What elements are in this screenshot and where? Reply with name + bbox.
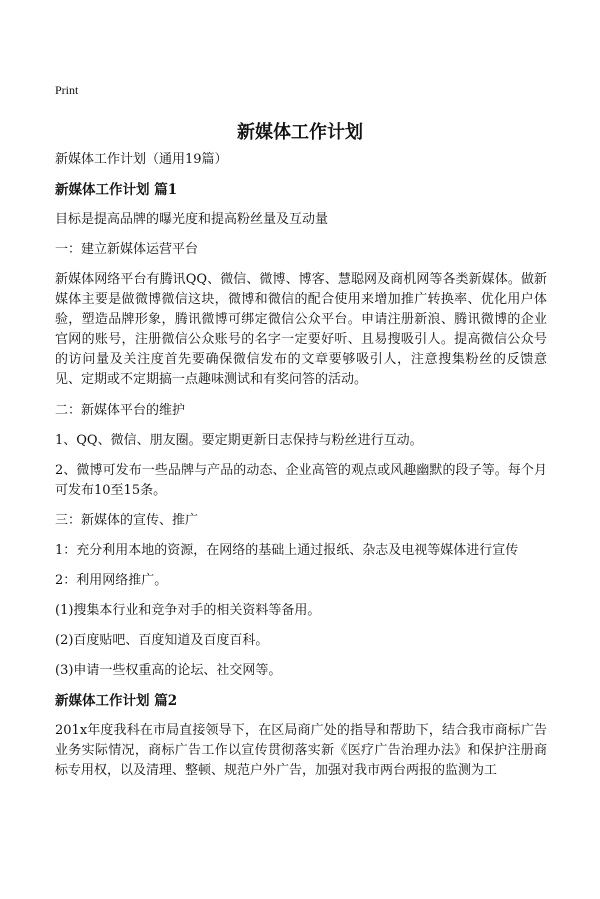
paragraph-sub3: (3)申请一些权重高的论坛、社交网等。 bbox=[55, 663, 282, 678]
paragraph-sub2: (2)百度贴吧、百度知道及百度百科。 bbox=[55, 633, 269, 648]
paragraph-promo2: 2：利用网络推广。 bbox=[55, 573, 168, 588]
paragraph-item2: 2、微博可发布一些品牌与产品的动态、企业高管的观点或风趣幽默的段子等。每个月可发布10至15条。 bbox=[55, 463, 547, 498]
paragraph-platform: 新媒体网络平台有腾讯QQ、微信、微博、博客、慧聪网及商机网等各类新媒体。做新媒体主要是做微博微信这块，微博和微信的配合使用来增加推广转换率、优化用户体验，塑造品牌形象，腾讯微博可绑定微信公众平台。申请注册新浪、腾讯微博的企业官网的账号，注册微信公众账号的名字一定要好听、且易搜吸引人。提高微信公众号的访问量及关注度首先要确保微信发布的文章要够吸引人，注意搜集粉丝的反馈意见、定期或不定期搞一点趣味测试和有奖问答的活动。 bbox=[55, 272, 547, 387]
document-body bbox=[55, 150, 547, 781]
print-label: Print bbox=[55, 83, 79, 97]
paragraph-sub1: (1)搜集本行业和竞争对手的相关资料等备用。 bbox=[55, 603, 321, 618]
paragraph-goal: 目标是提高品牌的曝光度和提高粉丝量及互动量 bbox=[55, 212, 329, 227]
paragraph-step1: 一：建立新媒体运营平台 bbox=[55, 242, 199, 257]
paragraph-section2: 201x年度我科在市局直接领导下，在区局商广处的指导和帮助下，结合我市商标广告业务实际情况，商标广告工作以宣传贯彻落实新《医疗广告治理办法》和保护注册商标专用权，以及清理、整顿、规范户外广告，加强对我市两台两报的监测为工 bbox=[55, 723, 547, 778]
document-subtitle: 新媒体工作计划（通用19篇） bbox=[55, 152, 228, 167]
paragraph-promo1: 1：充分利用本地的资源，在网络的基础上通过报纸、杂志及电视等媒体进行宣传 bbox=[55, 543, 519, 558]
section-heading-1: 新媒体工作计划 篇1 bbox=[55, 182, 178, 198]
section-heading-2: 新媒体工作计划 篇2 bbox=[55, 693, 178, 709]
paragraph-step3: 三：新媒体的宣传、推广 bbox=[55, 513, 199, 528]
document-title: 新媒体工作计划 bbox=[237, 122, 363, 143]
paragraph-item1: 1、QQ、微信、朋友圈。要定期更新日志保持与粉丝进行互动。 bbox=[55, 433, 423, 448]
paragraph-step2: 二：新媒体平台的维护 bbox=[55, 403, 186, 418]
